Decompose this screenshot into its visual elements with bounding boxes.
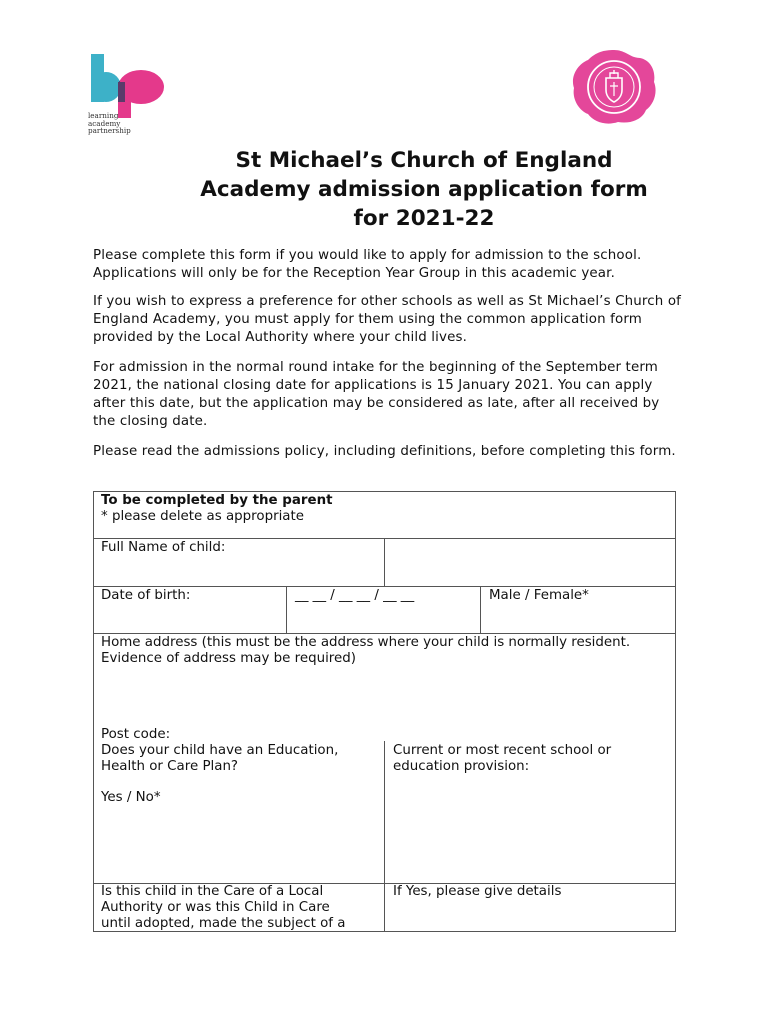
full-name-label: Full Name of child: — [101, 540, 226, 555]
ehcp-question: Does your child have an Education, Health or Care Plan? — [101, 743, 339, 774]
logo-letter-b-bowl — [91, 72, 121, 102]
gender-field[interactable]: Male / Female* — [489, 588, 589, 603]
logo-text: learning academy partnership — [88, 111, 131, 135]
form-border-left — [93, 491, 94, 932]
form-header: To be completed by the parent * please delete as appropriate — [101, 493, 333, 524]
ehcp-answer[interactable]: Yes / No* — [101, 790, 161, 805]
full-name-input[interactable] — [385, 539, 675, 586]
intro-paragraph-3: For admission in the normal round intake for the beginning of the September term 2021, the national closing date for applications is 15 January 2021. You can apply after this date, but the application may be considered as late, after all received by the closing date. — [93, 360, 660, 429]
page-title: St Michael’s Church of England Academy admission application form for 2021-22 — [200, 148, 648, 231]
row-divider — [93, 633, 676, 634]
form-border-top — [93, 491, 676, 492]
intro-paragraph-4: Please read the admissions policy, including definitions, before completing this form. — [93, 444, 676, 459]
intro-paragraph-2: If you wish to express a preference for other schools as well as St Michael’s Church of England Academy, you must apply for them using the common application form provided by the Local Authority where your child lives. — [93, 294, 682, 345]
column-divider — [384, 741, 385, 932]
home-address-field[interactable]: Home address (this must be the address where your child is normally resident. Evidence of address may be required) — [101, 635, 631, 666]
learning-academy-partnership-logo — [88, 52, 168, 138]
postcode-field[interactable]: Post code: — [101, 727, 171, 742]
care-details-field[interactable]: If Yes, please give details — [393, 884, 562, 899]
form-border-right — [675, 491, 676, 932]
current-school-field[interactable]: Current or most recent school or education provision: — [393, 743, 612, 774]
dob-label: Date of birth: — [101, 588, 191, 603]
column-divider — [286, 586, 287, 633]
intro-paragraph-1: Please complete this form if you would like to apply for admission to the school. Applications will only be for the Reception Year Group in this academic year. — [93, 248, 642, 281]
row-divider — [93, 586, 676, 587]
school-seal-logo — [570, 48, 658, 126]
logo-overlap — [118, 82, 125, 102]
parent-form-table — [93, 491, 676, 932]
care-question: Is this child in the Care of a Local Authority or was this Child in Care until adopted, made the subject of a — [101, 884, 346, 931]
column-divider — [480, 586, 481, 633]
dob-input[interactable]: __ __ / __ __ / __ __ — [295, 588, 415, 603]
